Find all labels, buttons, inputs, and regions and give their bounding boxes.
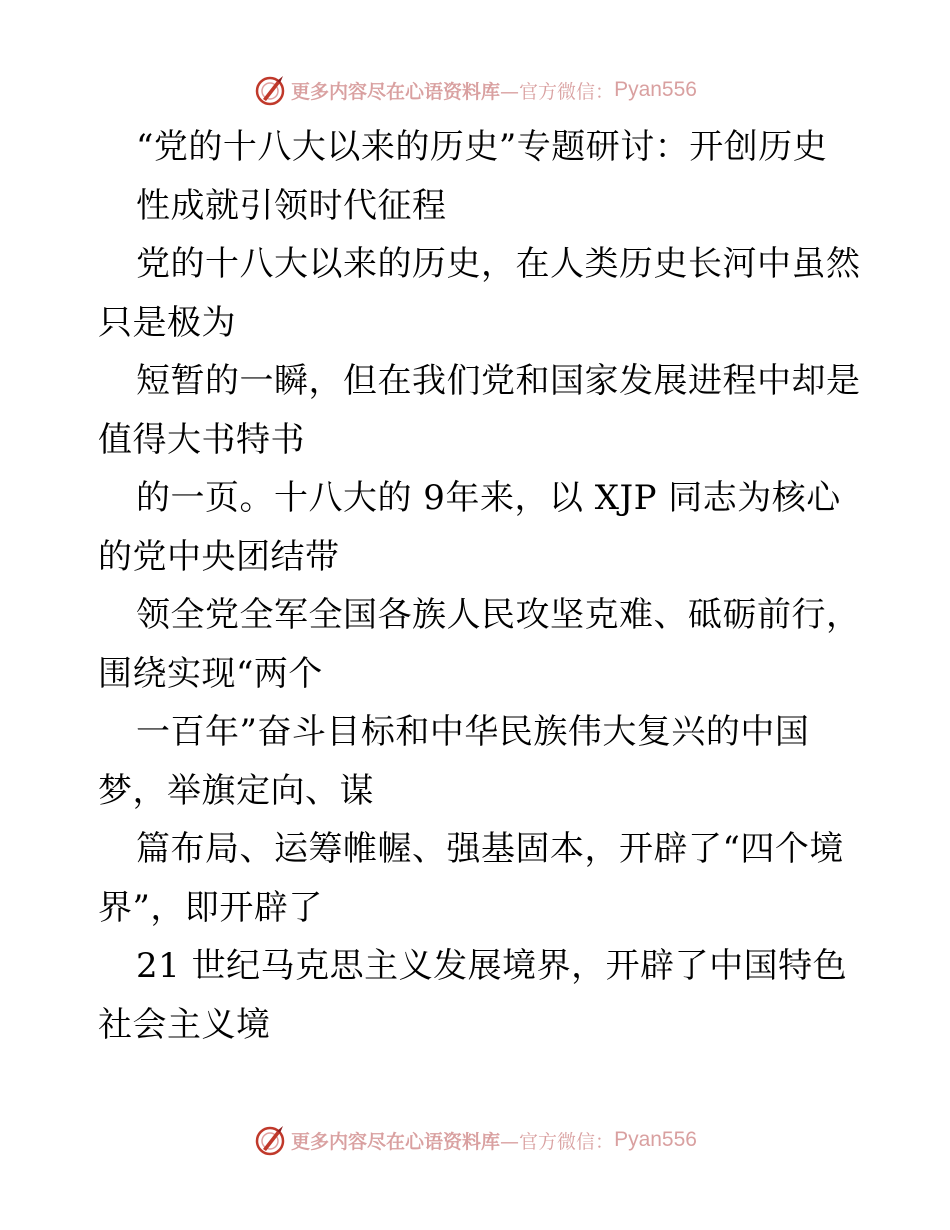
paragraph-line-14: 社会主义境 bbox=[98, 1004, 271, 1045]
header-watermark-separator: —官方微信： bbox=[500, 80, 615, 103]
paragraph-line-8: 围绕实现“两个 bbox=[98, 653, 323, 694]
footer-watermark-main: 更多内容尽在心语资料库 bbox=[291, 1130, 501, 1153]
paragraph-line-6: 的党中央团结带 bbox=[98, 536, 340, 577]
paragraph-line-10: 梦，举旗定向、谋 bbox=[98, 770, 374, 811]
footer-watermark bbox=[0, 1120, 950, 1160]
header-watermark-main: 更多内容尽在心语资料库 bbox=[291, 80, 501, 103]
footer-watermark-account: Pyan556 bbox=[614, 1128, 697, 1151]
paragraph-line-4: 值得大书特书 bbox=[98, 419, 305, 460]
quill-circle-logo-icon bbox=[253, 1123, 287, 1157]
document-title-line-1: “党的十八大以来的历史”专题研讨：开创历史 bbox=[136, 127, 828, 167]
paragraph-line-1: 党的十八大以来的历史，在人类历史长河中虽然 bbox=[136, 244, 861, 284]
quill-circle-logo-icon bbox=[253, 73, 287, 107]
header-watermark bbox=[0, 70, 950, 110]
paragraph-line-3: 短暂的一瞬，但在我们党和国家发展进程中却是 bbox=[136, 361, 861, 401]
document-body bbox=[98, 118, 861, 1054]
paragraph-line-7: 领全党全军全国各族人民攻坚克难、砥砺前行， bbox=[136, 595, 861, 635]
footer-watermark-separator: —官方微信： bbox=[500, 1130, 615, 1153]
document-title-line-2: 性成就引领时代征程 bbox=[136, 185, 447, 226]
paragraph-line-13: 21 世纪马克思主义发展境界，开辟了中国特色 bbox=[136, 946, 848, 986]
paragraph-line-11: 篇布局、运筹帷幄、强基固本，开辟了“四个境 bbox=[136, 829, 844, 869]
paragraph-line-12: 界”，即开辟了 bbox=[98, 887, 323, 928]
header-watermark-account: Pyan556 bbox=[614, 78, 697, 101]
paragraph-line-2: 只是极为 bbox=[98, 302, 236, 343]
paragraph-line-9: 一百年”奋斗目标和中华民族伟大复兴的中国 bbox=[136, 712, 810, 752]
paragraph-line-5: 的一页。十八大的 9年来，以 XJP 同志为核心 bbox=[136, 478, 841, 518]
